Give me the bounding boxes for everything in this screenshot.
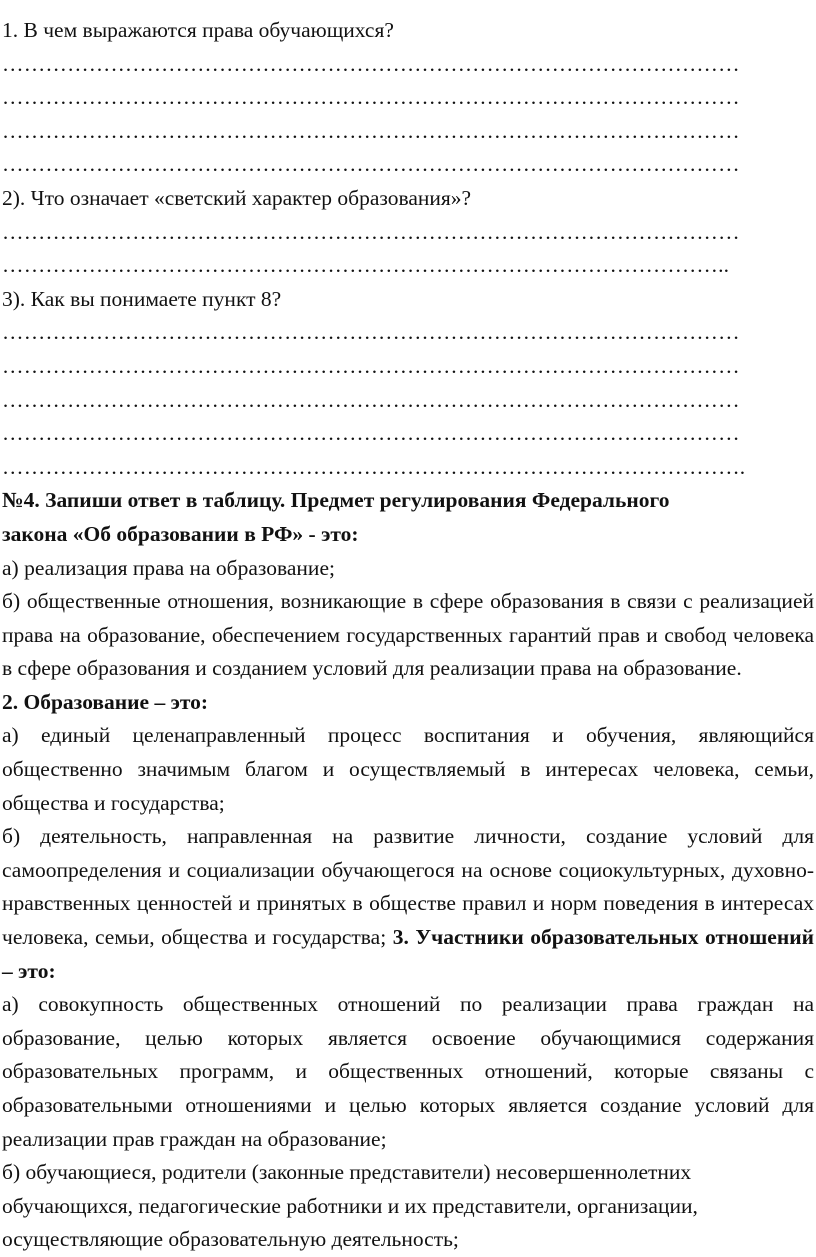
- item-2-heading: 2. Образование – это:: [2, 689, 209, 714]
- item-2-option-b: [0, 820, 816, 988]
- answer-line: ………………………………………………………………………………………..: [2, 253, 730, 278]
- answer-line: …………………………………………………………………………………………: [2, 387, 740, 412]
- item-2-option-a: а) единый целенаправленный процесс воспитания и обучения, являющийся общественно значимым благом и осуществляемый в интересах человека, семьи, общества и государства;: [2, 723, 814, 815]
- task-4-heading-cont: закона «Об образовании в РФ» - это:: [2, 521, 359, 546]
- item-2-option-b-text: б) деятельность, направленная на развитие личности, создание условий для самоопределения и социализации обучающегося на основе социокультурных, духовно-нравственных ценностей и принятых в обществе правил и норм поведения в интересах человека, семьи, общества и государства;: [2, 824, 814, 950]
- item-3-option-a: а) совокупность общественных отношений по реализации права граждан на образование, целью которых является освоение обучающимися содержания образовательных программ, и общественных отношений, которые связаны с образовательными отношениями и целью которых является создание условий для реализации прав граждан на образование;: [2, 992, 814, 1151]
- answer-line: ………………………………………………………………………………………….: [2, 454, 746, 479]
- question-1: 1. В чем выражаются права обучающихся?: [2, 18, 394, 42]
- task-4-heading: №4. Запиши ответ в таблицу. Предмет регулирования Федерального: [2, 488, 670, 513]
- question-2: 2). Что означает «светский характер образования»?: [2, 185, 472, 210]
- answer-line: …………………………………………………………………………………………: [2, 85, 740, 110]
- answer-line: …………………………………………………………………………………………: [2, 353, 740, 378]
- item-3-heading: 3. Участники образовательных отношений – это:: [2, 925, 815, 983]
- item-1-option-b: б) общественные отношения, возникающие в сфере образования в связи с реализацией права на образование, обеспечением государственных гарантий прав и свобод человека в сфере образования и созданием условий для реализации права на образование.: [2, 589, 814, 681]
- answer-line: …………………………………………………………………………………………: [2, 51, 740, 76]
- item-3-option-b-line2: обучающихся, педагогические работники и их представители, организации,: [2, 1193, 698, 1218]
- answer-line: …………………………………………………………………………………………: [2, 219, 740, 244]
- item-3-option-b-line1: б) обучающиеся, родители (законные представители) несовершеннолетних: [2, 1160, 692, 1185]
- answer-line: …………………………………………………………………………………………: [2, 421, 740, 446]
- worksheet-page: [0, 14, 816, 1257]
- answer-line: …………………………………………………………………………………………: [2, 320, 740, 345]
- answer-line: …………………………………………………………………………………………: [2, 118, 740, 143]
- question-3: 3). Как вы понимаете пункт 8?: [2, 286, 282, 311]
- item-1-option-a: а) реализация права на образование;: [2, 555, 335, 580]
- item-3-option-b-line3: осуществляющие образовательную деятельность;: [2, 1227, 459, 1252]
- answer-line: …………………………………………………………………………………………: [2, 152, 740, 177]
